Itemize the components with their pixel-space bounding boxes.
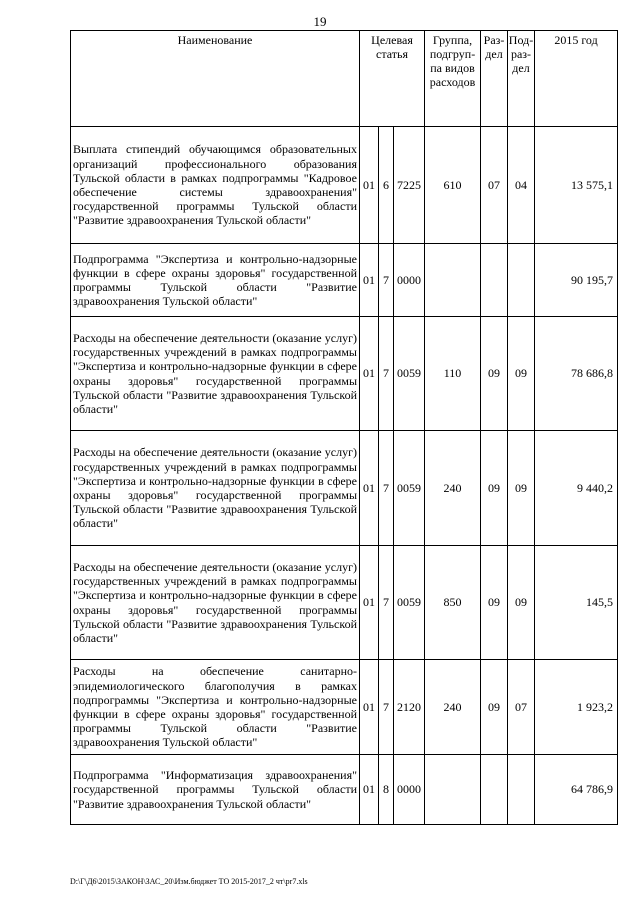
header-year: 2015 год: [535, 31, 618, 127]
target-article-subprogram: 7: [379, 660, 394, 755]
table-row: [71, 546, 618, 660]
section-code: [481, 244, 508, 317]
amount-2015: 9 440,2: [535, 431, 618, 546]
row-name: Расходы на обеспечение санитарно-эпидемиологического благополучия в рамках подпрограммы "Экспертиза и контрольно-надзорные функции в сфере охраны здоровья" государственной программы Тульской области "Развитие здравоохранения Тульской области": [71, 660, 360, 755]
amount-2015: 1 923,2: [535, 660, 618, 755]
header-target-article: Целевая статья: [360, 31, 425, 127]
section-code: 07: [481, 127, 508, 244]
target-article-code: 0059: [394, 546, 425, 660]
subsection-code: 07: [508, 660, 535, 755]
subsection-code: 09: [508, 431, 535, 546]
row-name: Подпрограмма "Экспертиза и контрольно-надзорные функции в сфере охраны здоровья" государственной программы Тульской области "Развитие здравоохранения Тульской области": [71, 244, 360, 317]
table-row: [71, 244, 618, 317]
table-header-row: [71, 31, 618, 127]
amount-2015: 64 786,9: [535, 755, 618, 825]
amount-2015: 13 575,1: [535, 127, 618, 244]
amount-2015: 145,5: [535, 546, 618, 660]
target-article-subprogram: 7: [379, 546, 394, 660]
target-article-program: 01: [360, 431, 379, 546]
budget-table: [70, 30, 618, 825]
target-article-program: 01: [360, 317, 379, 431]
target-article-code: 2120: [394, 660, 425, 755]
header-group: Группа, подгруп-па видов расходов: [425, 31, 481, 127]
header-subsection: Под-раз-дел: [508, 31, 535, 127]
subsection-code: [508, 244, 535, 317]
header-section: Раз-дел: [481, 31, 508, 127]
row-name: Расходы на обеспечение деятельности (оказание услуг) государственных учреждений в рамках подпрограммы "Экспертиза и контрольно-надзорные функции в сфере охраны здоровья" государственной программы Тульской области "Развитие здравоохранения Тульской области": [71, 317, 360, 431]
amount-2015: 78 686,8: [535, 317, 618, 431]
target-article-program: 01: [360, 546, 379, 660]
table-row: [71, 317, 618, 431]
target-article-subprogram: 7: [379, 317, 394, 431]
expense-group: 110: [425, 317, 481, 431]
page-number: 19: [313, 14, 327, 29]
target-article-subprogram: 6: [379, 127, 394, 244]
target-article-code: 0059: [394, 431, 425, 546]
section-code: [481, 755, 508, 825]
subsection-code: 09: [508, 317, 535, 431]
table-row: [71, 660, 618, 755]
expense-group: 850: [425, 546, 481, 660]
row-name: Расходы на обеспечение деятельности (оказание услуг) государственных учреждений в рамках подпрограммы "Экспертиза и контрольно-надзорные функции в сфере охраны здоровья" государственной программы Тульской области "Развитие здравоохранения Тульской области": [71, 546, 360, 660]
target-article-program: 01: [360, 244, 379, 317]
target-article-code: 0000: [394, 244, 425, 317]
target-article-subprogram: 7: [379, 431, 394, 546]
target-article-code: 7225: [394, 127, 425, 244]
target-article-program: 01: [360, 660, 379, 755]
amount-2015: 90 195,7: [535, 244, 618, 317]
target-article-program: 01: [360, 127, 379, 244]
target-article-code: 0059: [394, 317, 425, 431]
section-code: 09: [481, 317, 508, 431]
subsection-code: 04: [508, 127, 535, 244]
expense-group: [425, 755, 481, 825]
target-article-program: 01: [360, 755, 379, 825]
table-row: [71, 127, 618, 244]
row-name: Выплата стипендий обучающимся образовательных организаций профессионального образования Тульской области в рамках подпрограммы "Кадровое обеспечение системы здравоохранения" государственной программы Тульской области "Развитие здравоохранения Тульской области": [71, 127, 360, 244]
section-code: 09: [481, 660, 508, 755]
expense-group: 240: [425, 431, 481, 546]
table-row: [71, 755, 618, 825]
subsection-code: 09: [508, 546, 535, 660]
expense-group: 240: [425, 660, 481, 755]
section-code: 09: [481, 546, 508, 660]
target-article-code: 0000: [394, 755, 425, 825]
expense-group: 610: [425, 127, 481, 244]
expense-group: [425, 244, 481, 317]
target-article-subprogram: 7: [379, 244, 394, 317]
header-name: Наименование: [71, 31, 360, 127]
row-name: Расходы на обеспечение деятельности (оказание услуг) государственных учреждений в рамках подпрограммы "Экспертиза и контрольно-надзорные функции в сфере охраны здоровья" государственной программы Тульской области "Развитие здравоохранения Тульской области": [71, 431, 360, 546]
file-path-footer: D:\Г\Д6\2015\ЗАКОН\ЗАС_20\Изм.бюджет ТО 2015-2017_2 чт\pr7.xls: [70, 877, 308, 886]
target-article-subprogram: 8: [379, 755, 394, 825]
row-name: Подпрограмма "Информатизация здравоохранения" государственной программы Тульской области "Развитие здравоохранения Тульской области": [71, 755, 360, 825]
section-code: 09: [481, 431, 508, 546]
subsection-code: [508, 755, 535, 825]
table-row: [71, 431, 618, 546]
